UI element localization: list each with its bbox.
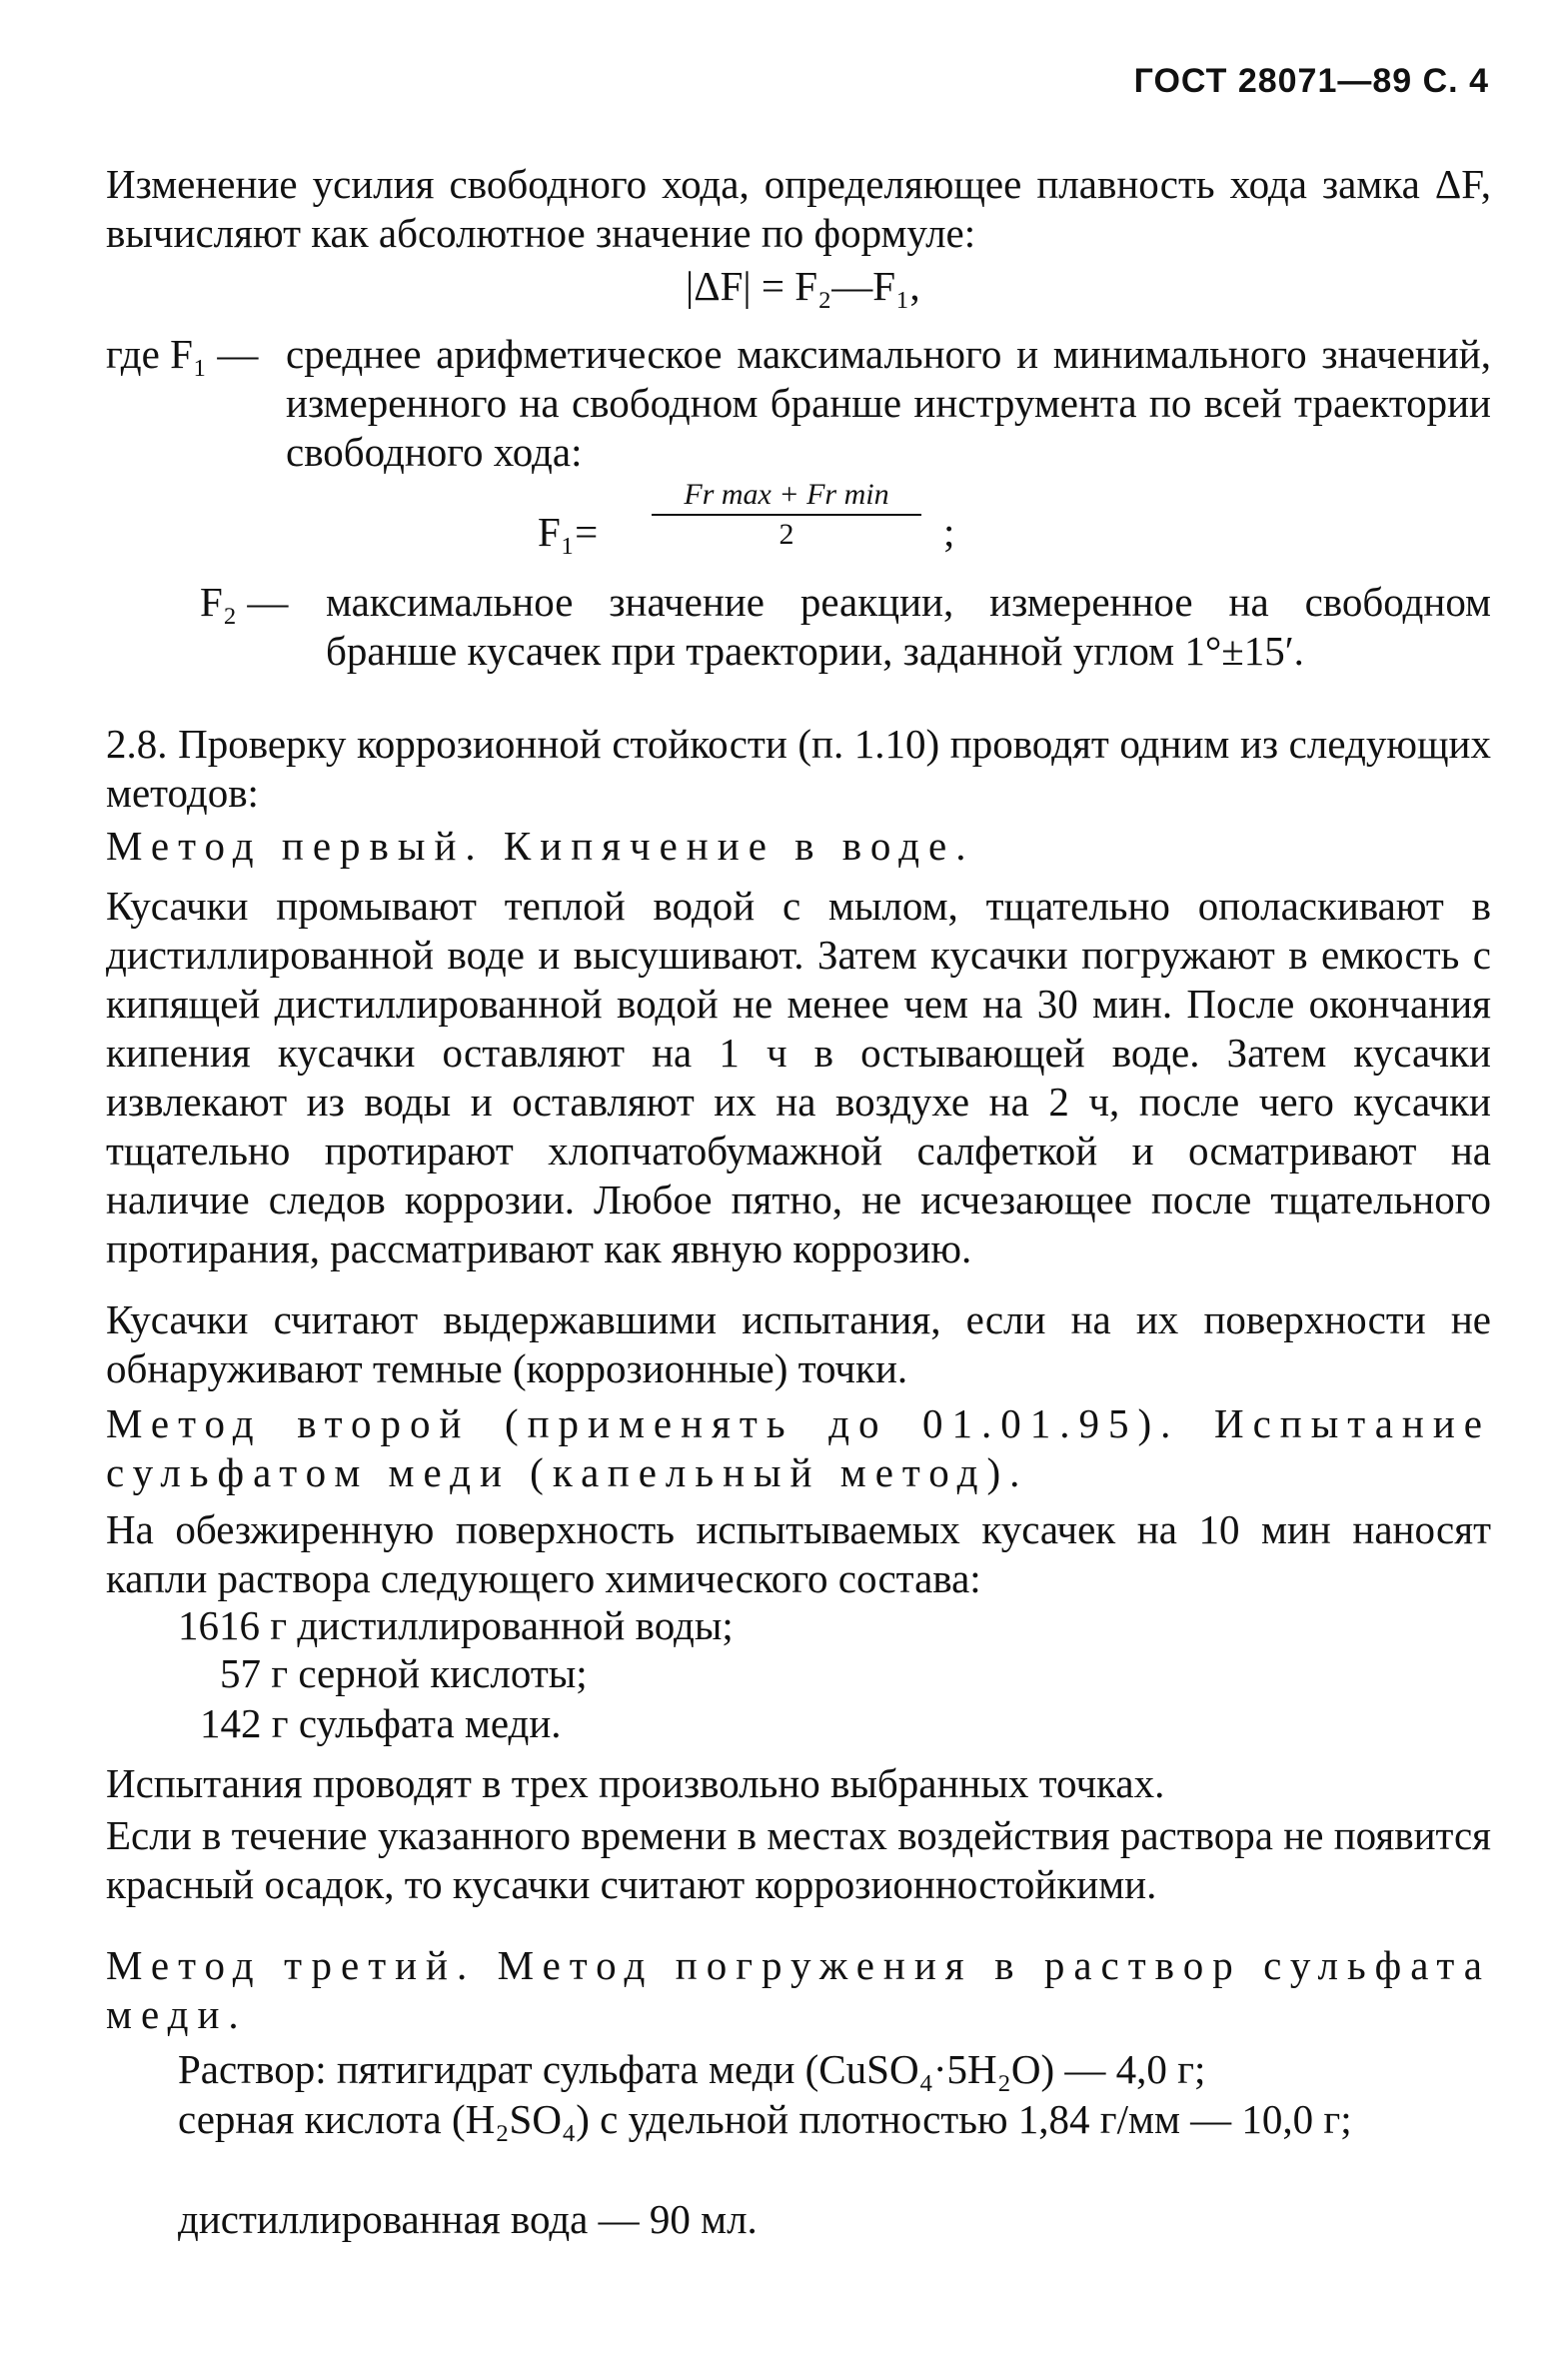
definition-f1-label: где F₁ — — [106, 331, 259, 377]
formula-f1-denominator: 2 — [779, 518, 794, 551]
formula-f1-suffix: ; — [943, 509, 955, 555]
method2-paragraph-2: Испытания проводят в трех произвольно выбранных точках. — [106, 1760, 1165, 1806]
method2-paragraph-1: На обезжиренную поверхность испытываемых кусачек на 10 мин наносят капли раствора следующего химического состава: — [106, 1506, 1491, 1601]
method1-title: Метод первый. Кипячение в воде. — [106, 823, 975, 869]
definition-f2-label: F₂ — — [200, 579, 289, 625]
fraction-bar — [652, 514, 921, 516]
solution-line: дистиллированная вода — 90 мл. — [178, 2196, 758, 2242]
intro-paragraph: Изменение усилия свободного хода, определяющее плавность хода замка ΔF, вычисляют как абсолютное значение по формуле: — [106, 161, 1491, 256]
method1-paragraph-1: Кусачки промывают теплой водой с мылом, тщательно ополаскивают в дистиллированной воде и высушивают. Затем кусачки погружают в емкость с кипящей дистиллированной водой не менее чем на 30 мин. После окончания кипения кусачки оставляют на 1 ч в остывающей воде. Затем кусачки извлекают из воды и оставляют их на воздухе на 2 ч, после чего кусачки тщательно протирают хлопчатобумажной салфеткой и осматривают на наличие следов коррозии. Любое пятно, не исчезающее после тщательного протирания, рассматривают как явную коррозию. — [106, 883, 1491, 1271]
method3-title: Метод третий. Метод погружения в раствор сульфата меди. — [106, 1942, 1491, 2037]
formula-f1-numerator: Fr max + Fr min — [684, 478, 889, 511]
composition-item: 1616 г дистиллированной воды; — [178, 1602, 734, 1648]
formula-f1-lhs: F₁= — [538, 509, 599, 555]
method2-paragraph-3: Если в течение указанного времени в местах воздействия раствора не появится красный осадок, то кусачки считают коррозионностойкими. — [106, 1812, 1491, 1907]
composition-item: 142 г сульфата меди. — [200, 1700, 562, 1746]
method1-paragraph-2: Кусачки считают выдержавшими испытания, если на их поверхности не обнаруживают темные (коррозионные) точки. — [106, 1296, 1491, 1391]
page-header: ГОСТ 28071—89 С. 4 — [1133, 62, 1489, 100]
formula-f1-fraction — [652, 478, 921, 552]
composition-item: 57 г серной кислоты; — [220, 1650, 588, 1696]
definition-f1-text: среднее арифметическое максимального и минимального значений, измеренного на свободном бранше инструмента по всей траектории свободного хода: — [286, 331, 1491, 475]
paragraph-2-8: 2.8. Проверку коррозионной стойкости (п. 1.10) проводят одним из следующих методов: — [106, 721, 1491, 816]
method2-title: Метод второй (применять до 01.01.95). Испытание сульфатом меди (капельный метод). — [106, 1400, 1491, 1495]
formula-delta-f: |ΔF| = F₂—F₁, — [686, 263, 920, 309]
solution-line: серная кислота (H₂SO₄) с удельной плотностью 1,84 г/мм — 10,0 г; — [178, 2096, 1352, 2142]
solution-line: Раствор: пятигидрат сульфата меди (CuSO₄·5H₂O) — 4,0 г; — [178, 2046, 1206, 2092]
definition-f2-text: максимальное значение реакции, измеренное на свободном бранше кусачек при траектории, заданной углом 1°±15′. — [326, 579, 1491, 674]
